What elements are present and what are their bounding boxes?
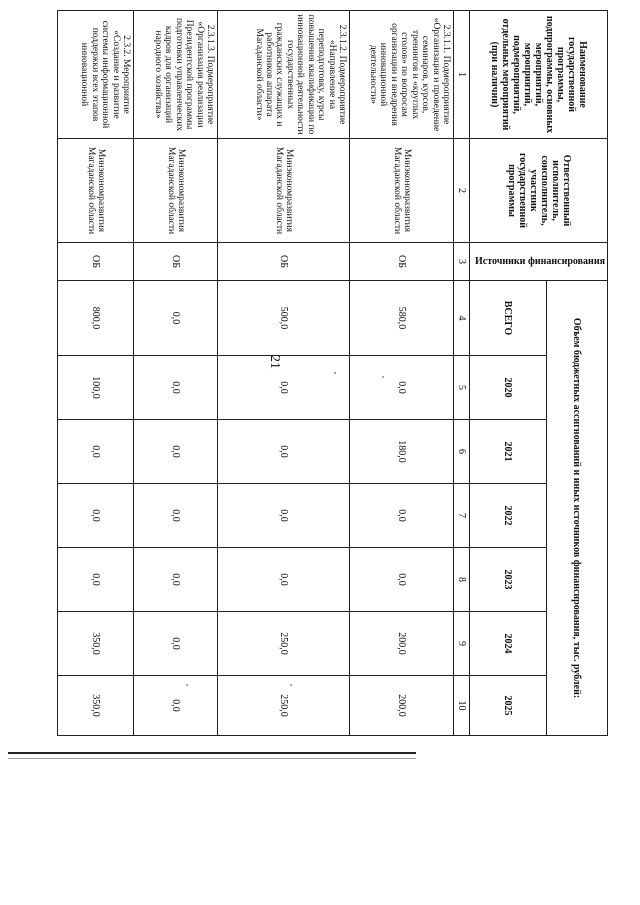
row-responsible: Минэкономразвития Магаданской области xyxy=(134,139,218,243)
scan-speck xyxy=(186,684,188,686)
header-name: Наименование государственной программы, подпрограммы, основных мероприятий, мероприятий, подмероприятий, отдельных мероприятий (при наличии) xyxy=(470,11,608,139)
row-value: 0,0 xyxy=(350,356,454,420)
column-number: 3 xyxy=(454,243,470,281)
scan-speck xyxy=(334,372,336,374)
row-name: 2.3.2. Мероприятие «Создание и развитие системы информационной поддержки всех этапов инновационной xyxy=(58,11,134,139)
row-value: 0,0 xyxy=(218,356,350,420)
column-number: 1 xyxy=(454,11,470,139)
column-number-row xyxy=(454,11,470,736)
header-volume: Объем бюджетных ассигнований и иных источников финансирования, тыс. рублей: xyxy=(546,281,607,736)
row-total: 500,0 xyxy=(218,281,350,356)
row-value: 200,0 xyxy=(350,676,454,736)
row-value: 180,0 xyxy=(350,420,454,484)
row-value: 0,0 xyxy=(134,356,218,420)
row-value: 0,0 xyxy=(218,420,350,484)
row-value: 0,0 xyxy=(218,484,350,548)
row-value: 0,0 xyxy=(58,548,134,612)
row-value: 0,0 xyxy=(350,548,454,612)
header-year: 2020 xyxy=(470,356,547,420)
row-responsible: Минэкономразвития Магаданской области xyxy=(58,139,134,243)
row-value: 0,0 xyxy=(134,676,218,736)
row-name: 2.3.1.1. Подмероприятие «Организация и проведение семинаров, курсов, тренингов и «круглых столов» по вопросам организации и внедрения инновационной деятельности» xyxy=(350,11,454,139)
budget-table-rotated xyxy=(72,10,608,735)
row-responsible: Минэкономразвития Магаданской области xyxy=(218,139,350,243)
header-total: ВСЕГО xyxy=(470,281,547,356)
row-source: ОБ xyxy=(218,243,350,281)
row-value: 0,0 xyxy=(218,548,350,612)
row-total: 0,0 xyxy=(134,281,218,356)
column-number: 5 xyxy=(454,356,470,420)
table-row xyxy=(350,11,454,736)
header-year: 2021 xyxy=(470,420,547,484)
scan-speck xyxy=(382,376,384,378)
scan-edge-line xyxy=(8,752,416,754)
row-responsible: Минэкономразвития Магаданской области xyxy=(350,139,454,243)
scan-edge-line-secondary xyxy=(8,758,416,759)
row-total: 580,0 xyxy=(350,281,454,356)
row-source: ОБ xyxy=(134,243,218,281)
budget-table xyxy=(57,10,608,736)
column-number: 2 xyxy=(454,139,470,243)
row-value: 0,0 xyxy=(58,420,134,484)
header-year: 2022 xyxy=(470,484,547,548)
table-row xyxy=(218,11,350,736)
header-year: 2023 xyxy=(470,548,547,612)
scan-speck xyxy=(290,684,292,686)
row-total: 800,0 xyxy=(58,281,134,356)
row-value: 0,0 xyxy=(134,548,218,612)
column-number: 4 xyxy=(454,281,470,356)
row-value: 200,0 xyxy=(350,612,454,676)
row-name: 2.3.1.3. Подмероприятие «Организация реализации Президентской программы подготовки управленческих кадров для организаций народного хозяйства» xyxy=(134,11,218,139)
row-source: ОБ xyxy=(350,243,454,281)
column-number: 8 xyxy=(454,548,470,612)
row-value: 350,0 xyxy=(58,676,134,736)
column-number: 6 xyxy=(454,420,470,484)
page-number: 21 xyxy=(267,355,282,369)
row-value: 250,0 xyxy=(218,676,350,736)
row-value: 0,0 xyxy=(350,484,454,548)
table-row xyxy=(134,11,218,736)
row-value: 0,0 xyxy=(58,484,134,548)
column-number: 7 xyxy=(454,484,470,548)
header-year: 2024 xyxy=(470,612,547,676)
header-responsible: Ответственный исполнитель, соисполнитель, участник государственной программы xyxy=(470,139,608,243)
table-row xyxy=(58,11,134,736)
header-year: 2025 xyxy=(470,676,547,736)
row-source: ОБ xyxy=(58,243,134,281)
header-source: Источники финансирования xyxy=(470,243,608,281)
row-value: 0,0 xyxy=(134,612,218,676)
column-number: 9 xyxy=(454,612,470,676)
row-value: 350,0 xyxy=(58,612,134,676)
row-value: 250,0 xyxy=(218,612,350,676)
column-number: 10 xyxy=(454,676,470,736)
row-value: 0,0 xyxy=(134,420,218,484)
row-value: 100,0 xyxy=(58,356,134,420)
row-value: 0,0 xyxy=(134,484,218,548)
row-name: 2.3.1.2. Подмероприятие «Направление на переподготовку, курсы повышения квалификации по инновационной деятельности государственных гражданских служащих и работников аппарата Магаданской области» xyxy=(218,11,350,139)
